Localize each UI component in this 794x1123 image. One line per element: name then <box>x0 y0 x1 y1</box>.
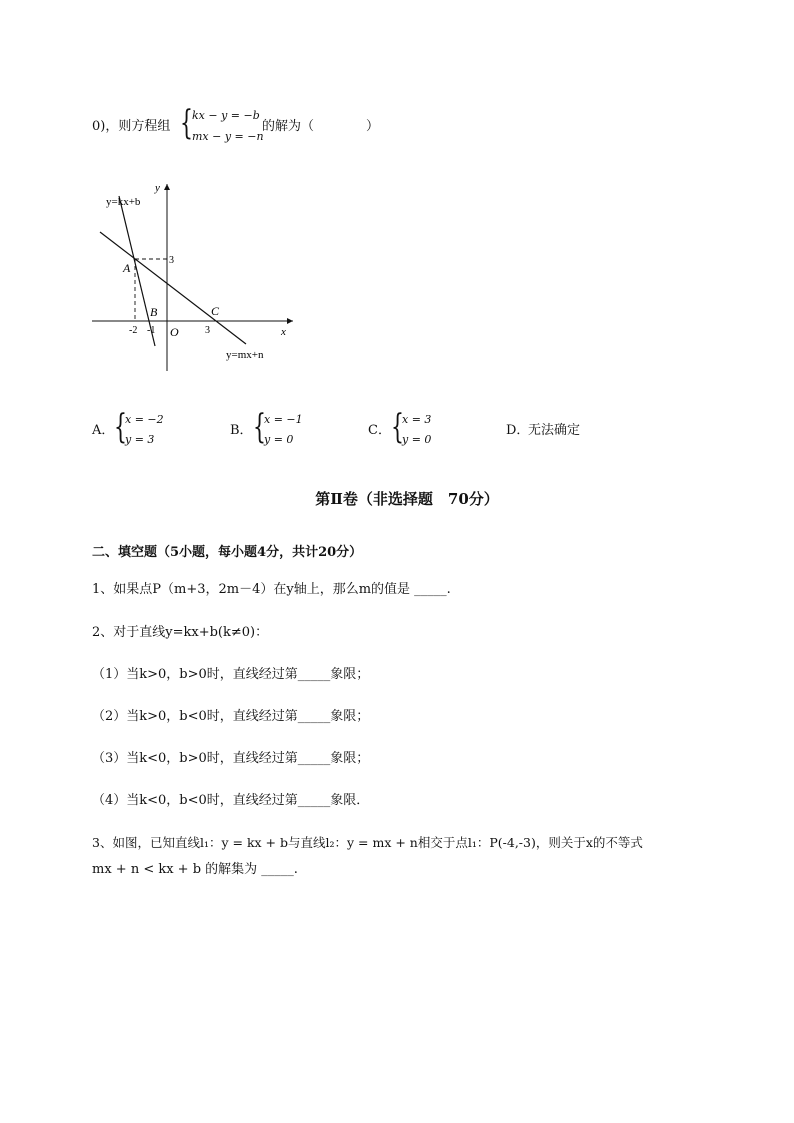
question-3-line-2: mx + n < kx + b 的解集为 _____. <box>92 862 298 877</box>
option-c-brace: { <box>391 407 404 447</box>
tick-x-3: 3 <box>205 325 210 336</box>
question-2-item-1: （1）当k>0，b>0时，直线经过第_____象限； <box>92 667 370 682</box>
question-2-item-4: （4）当k<0，b<0时，直线经过第_____象限． <box>92 793 370 808</box>
question-2-item-3: （3）当k<0，b>0时，直线经过第_____象限； <box>92 751 370 766</box>
option-d-text: 无法确定 <box>528 423 581 438</box>
option-b-letter: B． <box>230 423 253 438</box>
option-c-y: y = 0 <box>402 433 432 446</box>
coordinate-figure <box>88 178 303 378</box>
label-line2: y=mx+n <box>226 349 264 361</box>
tick-y-3: 3 <box>169 255 174 266</box>
system-eq-2: mx − y = −n <box>192 130 264 143</box>
question-3-line-1: 3、如图，已知直线l₁：y = kx + b与直线l₂：y = mx + n相交于点l₁：P(-4,-3)，则关于x的不等式 <box>92 835 643 850</box>
tick-x-neg1: -1 <box>147 325 156 336</box>
y-axis-arrow <box>164 184 170 190</box>
label-origin: O <box>170 325 179 339</box>
question-1: 1、如果点P（m+3，2m－4）在y轴上，那么m的值是 _____. <box>92 582 451 597</box>
intro-prefix: 0)，则方程组 <box>92 119 171 134</box>
label-line1: y=kx+b <box>106 196 141 208</box>
label-A: A <box>123 261 131 275</box>
system-eq-1: kx − y = −b <box>192 109 260 122</box>
tick-x-neg2: -2 <box>129 325 138 336</box>
section-heading: 二、填空题（5小题，每小题4分，共计20分） <box>92 545 363 560</box>
part2-title: 第Ⅱ卷（非选择题 70分） <box>315 490 499 508</box>
label-C: C <box>211 304 220 318</box>
option-a-letter: A． <box>92 423 115 438</box>
question-2-item-2: （2）当k>0，b<0时，直线经过第_____象限； <box>92 709 370 724</box>
option-a-y: y = 3 <box>125 433 155 446</box>
system-brace: { <box>180 103 193 143</box>
intro-suffix: 的解为（ ） <box>262 119 380 134</box>
option-c-x: x = 3 <box>402 413 432 426</box>
x-axis-arrow <box>287 318 293 324</box>
option-b-y: y = 0 <box>264 433 294 446</box>
option-c-letter: C． <box>368 423 391 438</box>
label-y-axis: y <box>155 182 160 194</box>
label-x-axis: x <box>281 326 286 338</box>
option-a-brace: { <box>114 407 127 447</box>
option-b-brace: { <box>253 407 266 447</box>
option-a-x: x = −2 <box>125 413 164 426</box>
option-d-letter: D． <box>506 423 530 438</box>
label-B: B <box>150 305 158 319</box>
question-2-stem: 2、对于直线y=kx+b(k≠0)： <box>92 625 269 640</box>
option-b-x: x = −1 <box>264 413 303 426</box>
